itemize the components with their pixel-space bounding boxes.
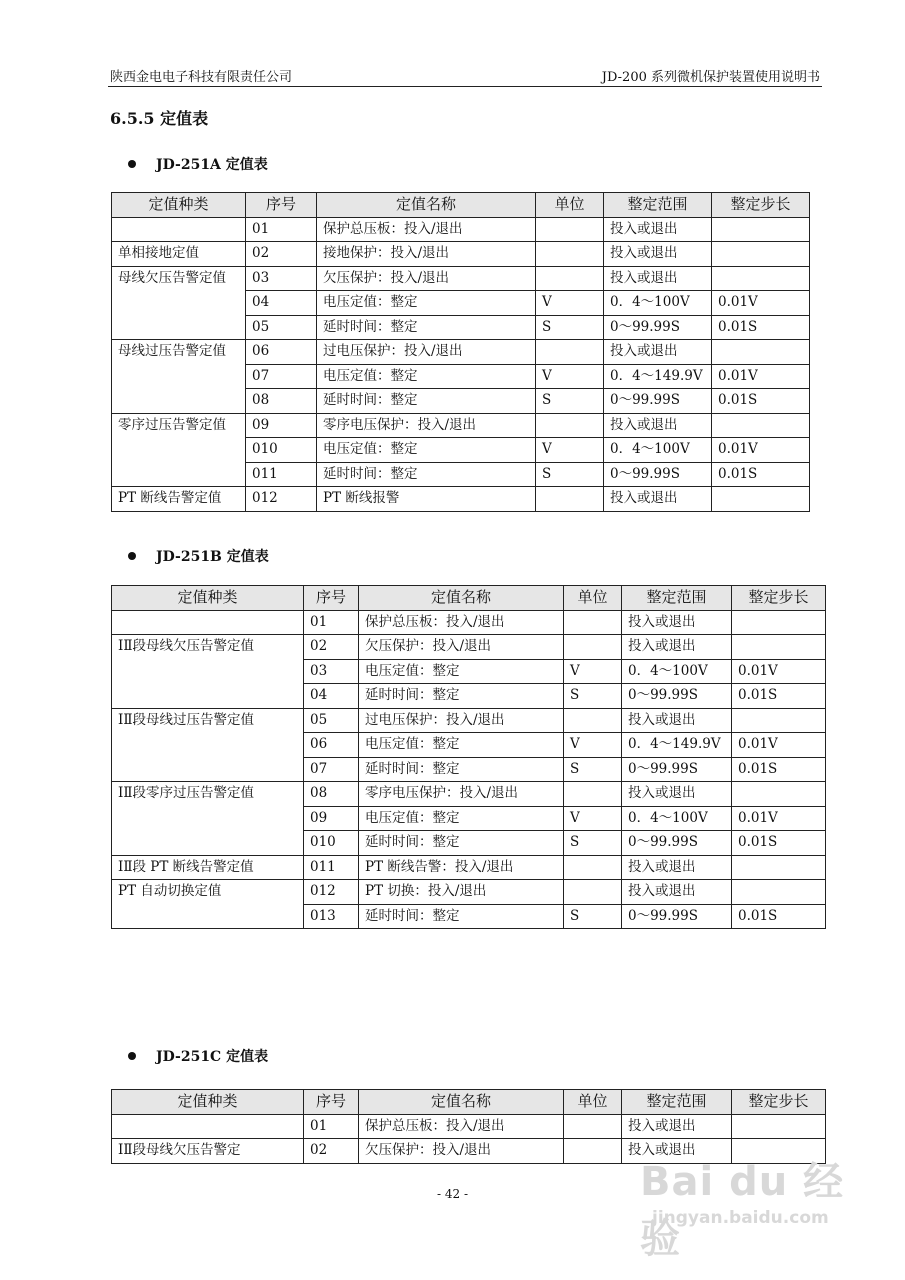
baidu-watermark <box>640 1150 850 1262</box>
name-cell: 零序电压保护：投入/退出 <box>359 782 564 807</box>
table-row <box>112 880 826 905</box>
step-cell: 0.01S <box>712 389 810 414</box>
unit-cell: S <box>564 831 622 856</box>
name-cell: 过电压保护：投入/退出 <box>359 708 564 733</box>
seq-cell: 05 <box>246 315 317 340</box>
seq-cell: 08 <box>304 782 359 807</box>
category-cell: PT 断线告警定值 <box>112 487 246 512</box>
seq-cell: 013 <box>304 904 359 929</box>
seq-cell: 011 <box>246 462 317 487</box>
step-cell <box>732 880 826 905</box>
seq-cell: 01 <box>304 1114 359 1139</box>
name-cell: 保护总压板：投入/退出 <box>359 610 564 635</box>
seq-cell: 06 <box>246 340 317 365</box>
range-cell: 投入或退出 <box>622 782 732 807</box>
category-cell: ⅠⅡ段母线欠压告警定 <box>112 1139 304 1164</box>
name-cell: 延时时间：整定 <box>359 904 564 929</box>
column-header: 整定步长 <box>732 586 826 611</box>
name-cell: 接地保护：投入/退出 <box>317 242 536 267</box>
name-cell: 电压定值：整定 <box>317 364 536 389</box>
step-cell: 0.01V <box>732 659 826 684</box>
column-header: 整定范围 <box>622 1090 732 1115</box>
unit-cell <box>564 708 622 733</box>
table-row <box>112 708 826 733</box>
seq-cell: 05 <box>304 708 359 733</box>
range-cell: 0．4～100V <box>622 806 732 831</box>
unit-cell <box>536 413 604 438</box>
table-a-heading <box>128 154 268 174</box>
unit-cell: V <box>536 291 604 316</box>
category-cell: PT 自动切换定值 <box>112 880 304 929</box>
table-c-heading <box>128 1046 268 1066</box>
range-cell: 投入或退出 <box>604 413 712 438</box>
unit-cell: V <box>564 659 622 684</box>
table-row <box>112 340 810 365</box>
name-cell: 欠压保护：投入/退出 <box>359 1139 564 1164</box>
range-cell: 0～99.99S <box>622 757 732 782</box>
category-cell: 单相接地定值 <box>112 242 246 267</box>
name-cell: 电压定值：整定 <box>317 438 536 463</box>
seq-cell: 08 <box>246 389 317 414</box>
name-cell: 延时时间：整定 <box>359 684 564 709</box>
category-cell <box>112 1114 304 1139</box>
range-cell: 投入或退出 <box>622 855 732 880</box>
name-cell: 欠压保护：投入/退出 <box>359 635 564 660</box>
name-cell: 保护总压板：投入/退出 <box>359 1114 564 1139</box>
unit-cell: S <box>536 389 604 414</box>
range-cell: 投入或退出 <box>622 1114 732 1139</box>
column-header: 整定步长 <box>712 193 810 218</box>
step-cell: 0.01V <box>712 438 810 463</box>
column-header: 定值名称 <box>359 586 564 611</box>
seq-cell: 04 <box>304 684 359 709</box>
name-cell: 电压定值：整定 <box>359 806 564 831</box>
step-cell: 0.01S <box>712 315 810 340</box>
unit-cell <box>536 217 604 242</box>
unit-cell: V <box>536 364 604 389</box>
unit-cell: S <box>536 315 604 340</box>
unit-cell <box>536 242 604 267</box>
name-cell: 电压定值：整定 <box>359 659 564 684</box>
seq-cell: 02 <box>304 1139 359 1164</box>
unit-cell <box>564 635 622 660</box>
step-cell <box>732 1114 826 1139</box>
name-cell: 延时时间：整定 <box>317 462 536 487</box>
name-cell: PT 断线告警：投入/退出 <box>359 855 564 880</box>
name-cell: 延时时间：整定 <box>317 315 536 340</box>
step-cell: 0.01V <box>712 291 810 316</box>
name-cell: 延时时间：整定 <box>317 389 536 414</box>
range-cell: 0．4～149.9V <box>604 364 712 389</box>
category-cell: 母线欠压告警定值 <box>112 266 246 340</box>
column-header: 定值种类 <box>112 193 246 218</box>
range-cell: 0～99.99S <box>604 315 712 340</box>
range-cell: 0．4～149.9V <box>622 733 732 758</box>
range-cell: 0．4～100V <box>604 438 712 463</box>
table-row <box>112 635 826 660</box>
range-cell: 投入或退出 <box>622 1139 732 1164</box>
table-row <box>112 413 810 438</box>
range-cell: 0～99.99S <box>622 904 732 929</box>
range-cell: 投入或退出 <box>622 708 732 733</box>
seq-cell: 02 <box>246 242 317 267</box>
table-row <box>112 855 826 880</box>
page-header <box>108 64 822 87</box>
category-cell: 零序过压告警定值 <box>112 413 246 487</box>
range-cell: 投入或退出 <box>604 242 712 267</box>
unit-cell: V <box>536 438 604 463</box>
unit-cell <box>564 782 622 807</box>
unit-cell <box>536 340 604 365</box>
column-header: 整定范围 <box>622 586 732 611</box>
seq-cell: 03 <box>304 659 359 684</box>
table-row <box>112 242 810 267</box>
unit-cell: S <box>536 462 604 487</box>
table-header-row <box>112 586 826 611</box>
unit-cell <box>564 1139 622 1164</box>
category-cell: 母线过压告警定值 <box>112 340 246 414</box>
unit-cell <box>536 487 604 512</box>
bullet-icon <box>128 552 136 560</box>
unit-cell <box>564 610 622 635</box>
step-cell <box>732 610 826 635</box>
table-row <box>112 610 826 635</box>
unit-cell: V <box>564 806 622 831</box>
range-cell: 投入或退出 <box>604 266 712 291</box>
seq-cell: 010 <box>246 438 317 463</box>
seq-cell: 010 <box>304 831 359 856</box>
name-cell: PT 断线报警 <box>317 487 536 512</box>
step-cell <box>712 413 810 438</box>
name-cell: 保护总压板：投入/退出 <box>317 217 536 242</box>
step-cell: 0.01S <box>732 904 826 929</box>
unit-cell: S <box>564 904 622 929</box>
category-cell: ⅠⅡ段母线过压告警定值 <box>112 708 304 782</box>
step-cell <box>712 242 810 267</box>
category-cell: ⅠⅡ段母线欠压告警定值 <box>112 635 304 709</box>
range-cell: 投入或退出 <box>622 635 732 660</box>
range-cell: 0～99.99S <box>622 831 732 856</box>
category-cell: ⅠⅡ段 PT 断线告警定值 <box>112 855 304 880</box>
seq-cell: 02 <box>304 635 359 660</box>
watermark-url: jingyan.baidu.com <box>652 1208 829 1228</box>
table-row <box>112 266 810 291</box>
name-cell: 延时时间：整定 <box>359 831 564 856</box>
column-header: 序号 <box>246 193 317 218</box>
company-name: 陕西金电电子科技有限责任公司 <box>110 70 293 85</box>
column-header: 序号 <box>304 1090 359 1115</box>
column-header: 序号 <box>304 586 359 611</box>
bullet-icon <box>128 1052 136 1060</box>
table-header-row <box>112 1090 826 1115</box>
range-cell: 投入或退出 <box>604 217 712 242</box>
step-cell <box>712 487 810 512</box>
step-cell: 0.01V <box>732 733 826 758</box>
column-header: 定值名称 <box>317 193 536 218</box>
range-cell: 0．4～100V <box>622 659 732 684</box>
step-cell: 0.01S <box>732 757 826 782</box>
spec-table-251a <box>111 192 810 512</box>
range-cell: 0～99.99S <box>604 389 712 414</box>
name-cell: 零序电压保护：投入/退出 <box>317 413 536 438</box>
unit-cell: V <box>564 733 622 758</box>
seq-cell: 03 <box>246 266 317 291</box>
table-row <box>112 217 810 242</box>
category-cell <box>112 610 304 635</box>
unit-cell <box>536 266 604 291</box>
column-header: 单位 <box>536 193 604 218</box>
unit-cell <box>564 880 622 905</box>
table-row <box>112 1114 826 1139</box>
step-cell <box>732 635 826 660</box>
range-cell: 0．4～100V <box>604 291 712 316</box>
unit-cell <box>564 1114 622 1139</box>
step-cell <box>732 855 826 880</box>
column-header: 单位 <box>564 1090 622 1115</box>
name-cell: PT 切换：投入/退出 <box>359 880 564 905</box>
category-cell <box>112 217 246 242</box>
watermark-brand: Bai du 经验 <box>640 1159 845 1262</box>
seq-cell: 01 <box>304 610 359 635</box>
page-number: - 42 - <box>436 1187 468 1201</box>
step-cell <box>732 782 826 807</box>
manual-title: JD-200 系列微机保护装置使用说明书 <box>601 70 820 85</box>
step-cell <box>732 708 826 733</box>
name-cell: 过电压保护：投入/退出 <box>317 340 536 365</box>
step-cell: 0.01V <box>732 806 826 831</box>
seq-cell: 04 <box>246 291 317 316</box>
table-row <box>112 487 810 512</box>
section-title: 6.5.5 定值表 <box>110 109 209 128</box>
seq-cell: 012 <box>246 487 317 512</box>
unit-cell <box>564 855 622 880</box>
spec-table-251b <box>111 585 826 929</box>
step-cell: 0.01S <box>712 462 810 487</box>
range-cell: 0～99.99S <box>604 462 712 487</box>
column-header: 整定步长 <box>732 1090 826 1115</box>
step-cell: 0.01S <box>732 684 826 709</box>
column-header: 单位 <box>564 586 622 611</box>
table-b-title: JD-251B 定值表 <box>156 549 269 565</box>
column-header: 定值种类 <box>112 1090 304 1115</box>
name-cell: 延时时间：整定 <box>359 757 564 782</box>
seq-cell: 011 <box>304 855 359 880</box>
range-cell: 投入或退出 <box>604 340 712 365</box>
seq-cell: 09 <box>304 806 359 831</box>
table-b-heading <box>128 546 269 566</box>
seq-cell: 01 <box>246 217 317 242</box>
table-row <box>112 782 826 807</box>
range-cell: 0～99.99S <box>622 684 732 709</box>
range-cell: 投入或退出 <box>622 610 732 635</box>
range-cell: 投入或退出 <box>604 487 712 512</box>
seq-cell: 09 <box>246 413 317 438</box>
column-header: 定值种类 <box>112 586 304 611</box>
name-cell: 电压定值：整定 <box>317 291 536 316</box>
name-cell: 电压定值：整定 <box>359 733 564 758</box>
table-header-row <box>112 193 810 218</box>
step-cell <box>712 340 810 365</box>
step-cell: 0.01S <box>732 831 826 856</box>
name-cell: 欠压保护：投入/退出 <box>317 266 536 291</box>
range-cell: 投入或退出 <box>622 880 732 905</box>
bullet-icon <box>128 160 136 168</box>
seq-cell: 06 <box>304 733 359 758</box>
table-a-title: JD-251A 定值表 <box>156 157 268 173</box>
unit-cell: S <box>564 684 622 709</box>
category-cell: ⅠⅡ段零序过压告警定值 <box>112 782 304 856</box>
step-cell: 0.01V <box>712 364 810 389</box>
column-header: 定值名称 <box>359 1090 564 1115</box>
column-header: 整定范围 <box>604 193 712 218</box>
seq-cell: 012 <box>304 880 359 905</box>
seq-cell: 07 <box>304 757 359 782</box>
step-cell <box>712 266 810 291</box>
seq-cell: 07 <box>246 364 317 389</box>
unit-cell: S <box>564 757 622 782</box>
table-c-title: JD-251C 定值表 <box>156 1049 269 1065</box>
step-cell <box>712 217 810 242</box>
